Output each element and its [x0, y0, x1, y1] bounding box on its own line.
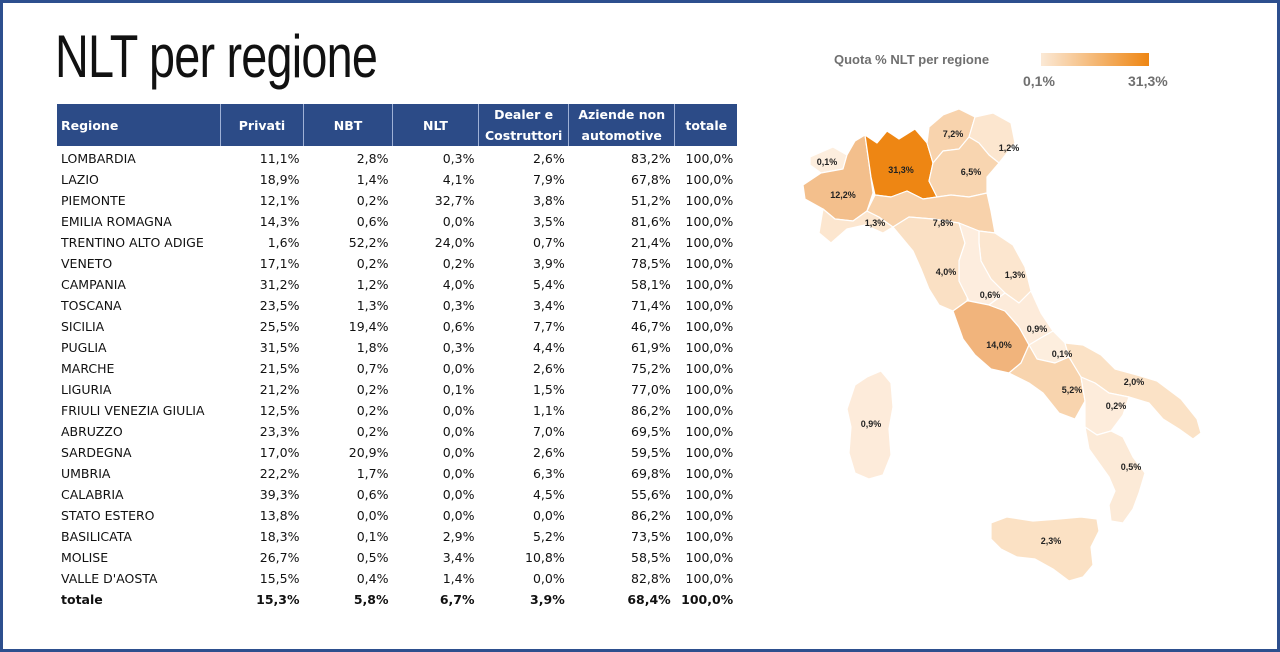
map-label-toscana: 4,0% [935, 267, 957, 277]
cell-nlt: 6,7% [439, 592, 475, 607]
cell-regione: SARDEGNA [61, 445, 132, 460]
cell-nbt: 0,6% [356, 214, 389, 229]
cell-nbt: 0,4% [356, 571, 389, 586]
cell-aziende: 46,7% [631, 319, 671, 334]
map-label-basilicata: 0,2% [1105, 401, 1127, 411]
table-row [57, 358, 737, 379]
cell-regione: ABRUZZO [61, 424, 123, 439]
table-row [57, 169, 737, 190]
cell-nbt: 52,2% [348, 235, 389, 250]
table-row [57, 146, 737, 169]
cell-aziende: 77,0% [631, 382, 671, 397]
legend-max-label: 31,3% [1128, 73, 1168, 89]
map-label-puglia: 2,0% [1123, 377, 1145, 387]
cell-nlt: 4,0% [442, 277, 475, 292]
header-totale: totale [675, 104, 738, 146]
cell-dealer: 0,7% [532, 235, 565, 250]
cell-nbt: 1,3% [356, 298, 389, 313]
cell-nlt: 0,0% [442, 214, 475, 229]
header-regione: Regione [57, 104, 221, 146]
map-label-abruzzo: 0,9% [1026, 324, 1048, 334]
cell-dealer: 6,3% [532, 466, 565, 481]
cell-dealer: 7,0% [532, 424, 565, 439]
cell-privati: 17,1% [259, 256, 300, 271]
cell-privati: 26,7% [259, 550, 300, 565]
italy-choropleth-map [783, 93, 1213, 593]
cell-dealer: 5,4% [532, 277, 565, 292]
cell-regione: totale [61, 592, 103, 607]
cell-nbt: 0,0% [356, 508, 389, 523]
cell-aziende: 55,6% [631, 487, 671, 502]
cell-dealer: 5,2% [532, 529, 565, 544]
cell-totale: 100,0% [685, 298, 734, 313]
cell-dealer: 3,9% [530, 592, 565, 607]
cell-aziende: 82,8% [631, 571, 671, 586]
cell-totale: 100,0% [685, 340, 734, 355]
cell-nlt: 3,4% [442, 550, 475, 565]
cell-dealer: 7,9% [532, 172, 565, 187]
cell-totale: 100,0% [685, 403, 734, 418]
cell-nbt: 0,2% [356, 193, 389, 208]
cell-privati: 18,3% [259, 529, 300, 544]
map-label-lombardia: 31,3% [888, 165, 914, 175]
cell-totale: 100,0% [685, 256, 734, 271]
cell-totale: 100,0% [685, 214, 734, 229]
region-lombardia [865, 129, 937, 199]
cell-aziende: 21,4% [631, 235, 671, 250]
region-toscana [893, 217, 969, 311]
cell-nlt: 0,0% [442, 424, 475, 439]
cell-nlt: 24,0% [434, 235, 475, 250]
cell-regione: SICILIA [61, 319, 105, 334]
cell-dealer: 4,5% [532, 487, 565, 502]
table-row [57, 211, 737, 232]
cell-totale: 100,0% [685, 172, 734, 187]
cell-nlt: 0,0% [442, 403, 475, 418]
cell-aziende: 86,2% [631, 403, 671, 418]
region-calabria [1085, 427, 1145, 523]
table-header-row [57, 104, 737, 146]
cell-dealer: 3,9% [532, 256, 565, 271]
map-label-emilia: 7,8% [932, 218, 954, 228]
cell-totale: 100,0% [685, 424, 734, 439]
cell-nlt: 0,6% [442, 319, 475, 334]
header-nbt: NBT [304, 104, 393, 146]
cell-totale: 100,0% [685, 571, 734, 586]
cell-totale: 100,0% [685, 319, 734, 334]
map-label-veneto: 6,5% [960, 167, 982, 177]
table-row [57, 379, 737, 400]
table-row [57, 421, 737, 442]
cell-dealer: 3,5% [532, 214, 565, 229]
cell-nbt: 19,4% [348, 319, 389, 334]
map-label-molise: 0,1% [1051, 349, 1073, 359]
cell-privati: 1,6% [267, 235, 300, 250]
cell-nbt: 0,6% [356, 487, 389, 502]
cell-privati: 23,5% [259, 298, 300, 313]
cell-aziende: 81,6% [631, 214, 671, 229]
cell-aziende: 75,2% [631, 361, 671, 376]
cell-aziende: 86,2% [631, 508, 671, 523]
cell-nlt: 0,0% [442, 487, 475, 502]
cell-totale: 100,0% [685, 235, 734, 250]
cell-dealer: 0,0% [532, 571, 565, 586]
cell-nbt: 2,8% [356, 151, 389, 166]
cell-nbt: 0,5% [356, 550, 389, 565]
table-row [57, 442, 737, 463]
cell-aziende: 69,5% [631, 424, 671, 439]
cell-privati: 15,5% [259, 571, 300, 586]
cell-nlt: 0,3% [442, 340, 475, 355]
cell-nbt: 0,1% [356, 529, 389, 544]
table-row [57, 400, 737, 421]
cell-regione: CALABRIA [61, 487, 124, 502]
table-row [57, 232, 737, 253]
table-row [57, 337, 737, 358]
cell-privati: 21,2% [259, 382, 300, 397]
cell-privati: 12,1% [259, 193, 300, 208]
header-dealer: Dealer e Costruttori [479, 104, 569, 146]
map-label-valle-aosta: 0,1% [816, 157, 838, 167]
cell-aziende: 58,5% [631, 550, 671, 565]
table-row [57, 484, 737, 505]
table-total-row [57, 589, 737, 610]
cell-nbt: 0,2% [356, 403, 389, 418]
cell-totale: 100,0% [685, 277, 734, 292]
cell-privati: 21,5% [259, 361, 300, 376]
cell-aziende: 61,9% [631, 340, 671, 355]
cell-privati: 15,3% [256, 592, 300, 607]
cell-dealer: 3,8% [532, 193, 565, 208]
cell-privati: 23,3% [259, 424, 300, 439]
cell-aziende: 67,8% [631, 172, 671, 187]
map-label-sicilia: 2,3% [1040, 536, 1062, 546]
header-privati: Privati [221, 104, 304, 146]
cell-regione: UMBRIA [61, 466, 111, 481]
cell-nlt: 0,3% [442, 151, 475, 166]
cell-nbt: 0,2% [356, 382, 389, 397]
cell-privati: 11,1% [259, 151, 300, 166]
cell-nbt: 1,4% [356, 172, 389, 187]
cell-nlt: 1,4% [442, 571, 475, 586]
map-label-marche: 1,3% [1004, 270, 1026, 280]
cell-totale: 100,0% [685, 466, 734, 481]
cell-aziende: 71,4% [631, 298, 671, 313]
table-row [57, 505, 737, 526]
region-sicilia [991, 517, 1099, 581]
cell-nbt: 1,8% [356, 340, 389, 355]
table-row [57, 526, 737, 547]
cell-regione: PUGLIA [61, 340, 107, 355]
cell-nlt: 0,0% [442, 361, 475, 376]
cell-totale: 100,0% [685, 361, 734, 376]
cell-privati: 13,8% [259, 508, 300, 523]
cell-dealer: 3,4% [532, 298, 565, 313]
cell-totale: 100,0% [685, 508, 734, 523]
map-label-lazio: 14,0% [986, 340, 1012, 350]
cell-dealer: 2,6% [532, 361, 565, 376]
map-label-trentino: 7,2% [942, 129, 964, 139]
cell-dealer: 1,5% [532, 382, 565, 397]
table-row [57, 463, 737, 484]
cell-totale: 100,0% [685, 529, 734, 544]
cell-nlt: 0,2% [442, 256, 475, 271]
cell-aziende: 58,1% [631, 277, 671, 292]
cell-regione: MARCHE [61, 361, 115, 376]
cell-aziende: 73,5% [631, 529, 671, 544]
region-piemonte [803, 135, 873, 221]
cell-privati: 14,3% [259, 214, 300, 229]
cell-regione: MOLISE [61, 550, 109, 565]
cell-nlt: 32,7% [434, 193, 475, 208]
map-label-sardegna: 0,9% [860, 419, 882, 429]
cell-regione: TOSCANA [61, 298, 122, 313]
cell-privati: 17,0% [259, 445, 300, 460]
cell-nbt: 1,7% [356, 466, 389, 481]
legend-color-scale [1041, 53, 1149, 66]
cell-dealer: 2,6% [532, 445, 565, 460]
cell-nbt: 20,9% [348, 445, 389, 460]
cell-regione: PIEMONTE [61, 193, 126, 208]
legend-title: Quota % NLT per regione [834, 52, 990, 67]
map-label-calabria: 0,5% [1120, 462, 1142, 472]
cell-regione: TRENTINO ALTO ADIGE [61, 235, 204, 250]
cell-aziende: 69,8% [631, 466, 671, 481]
cell-regione: BASILICATA [61, 529, 132, 544]
table-row [57, 253, 737, 274]
cell-regione: VALLE D'AOSTA [61, 571, 158, 586]
cell-dealer: 0,0% [532, 508, 565, 523]
map-label-piemonte: 12,2% [830, 190, 856, 200]
cell-nlt: 2,9% [442, 529, 475, 544]
cell-aziende: 83,2% [631, 151, 671, 166]
cell-dealer: 7,7% [532, 319, 565, 334]
cell-regione: VENETO [61, 256, 113, 271]
cell-nlt: 4,1% [442, 172, 475, 187]
map-label-umbria: 0,6% [979, 290, 1001, 300]
cell-regione: STATO ESTERO [61, 508, 155, 523]
cell-totale: 100,0% [685, 445, 734, 460]
cell-privati: 39,3% [259, 487, 300, 502]
cell-dealer: 1,1% [532, 403, 565, 418]
cell-privati: 31,5% [259, 340, 300, 355]
cell-aziende: 68,4% [627, 592, 671, 607]
map-label-campania: 5,2% [1061, 385, 1083, 395]
table-row [57, 547, 737, 568]
cell-totale: 100,0% [685, 487, 734, 502]
cell-nlt: 0,0% [442, 466, 475, 481]
cell-nlt: 0,0% [442, 508, 475, 523]
cell-dealer: 2,6% [532, 151, 565, 166]
cell-aziende: 78,5% [631, 256, 671, 271]
cell-totale: 100,0% [685, 151, 734, 166]
map-label-friuli: 1,2% [998, 143, 1020, 153]
cell-totale: 100,0% [685, 193, 734, 208]
cell-nlt: 0,0% [442, 445, 475, 460]
cell-privati: 22,2% [259, 466, 300, 481]
table-row [57, 568, 737, 589]
cell-regione: LAZIO [61, 172, 99, 187]
map-label-liguria: 1,3% [864, 218, 886, 228]
cell-nbt: 5,8% [353, 592, 389, 607]
cell-regione: LIGURIA [61, 382, 112, 397]
header-nlt: NLT [393, 104, 479, 146]
cell-aziende: 59,5% [631, 445, 671, 460]
cell-regione: FRIULI VENEZIA GIULIA [61, 403, 205, 418]
cell-privati: 12,5% [259, 403, 300, 418]
cell-nbt: 0,2% [356, 424, 389, 439]
cell-nlt: 0,3% [442, 298, 475, 313]
legend-min-label: 0,1% [1023, 73, 1055, 89]
cell-regione: CAMPANIA [61, 277, 126, 292]
table-row [57, 316, 737, 337]
cell-dealer: 4,4% [532, 340, 565, 355]
table-row [57, 190, 737, 211]
cell-dealer: 10,8% [525, 550, 565, 565]
cell-nbt: 1,2% [356, 277, 389, 292]
cell-nlt: 0,1% [442, 382, 475, 397]
cell-privati: 18,9% [259, 172, 300, 187]
cell-totale: 100,0% [685, 550, 734, 565]
cell-privati: 25,5% [259, 319, 300, 334]
cell-aziende: 51,2% [631, 193, 671, 208]
cell-nbt: 0,2% [356, 256, 389, 271]
table-row [57, 295, 737, 316]
cell-privati: 31,2% [259, 277, 300, 292]
table-row [57, 274, 737, 295]
cell-regione: EMILIA ROMAGNA [61, 214, 172, 229]
header-aziende: Aziende non automotive [569, 104, 675, 146]
cell-totale: 100,0% [681, 592, 734, 607]
page-title: NLT per regione [55, 23, 378, 90]
cell-nbt: 0,7% [356, 361, 389, 376]
nlt-region-table [57, 104, 737, 610]
cell-regione: LOMBARDIA [61, 151, 136, 166]
cell-totale: 100,0% [685, 382, 734, 397]
